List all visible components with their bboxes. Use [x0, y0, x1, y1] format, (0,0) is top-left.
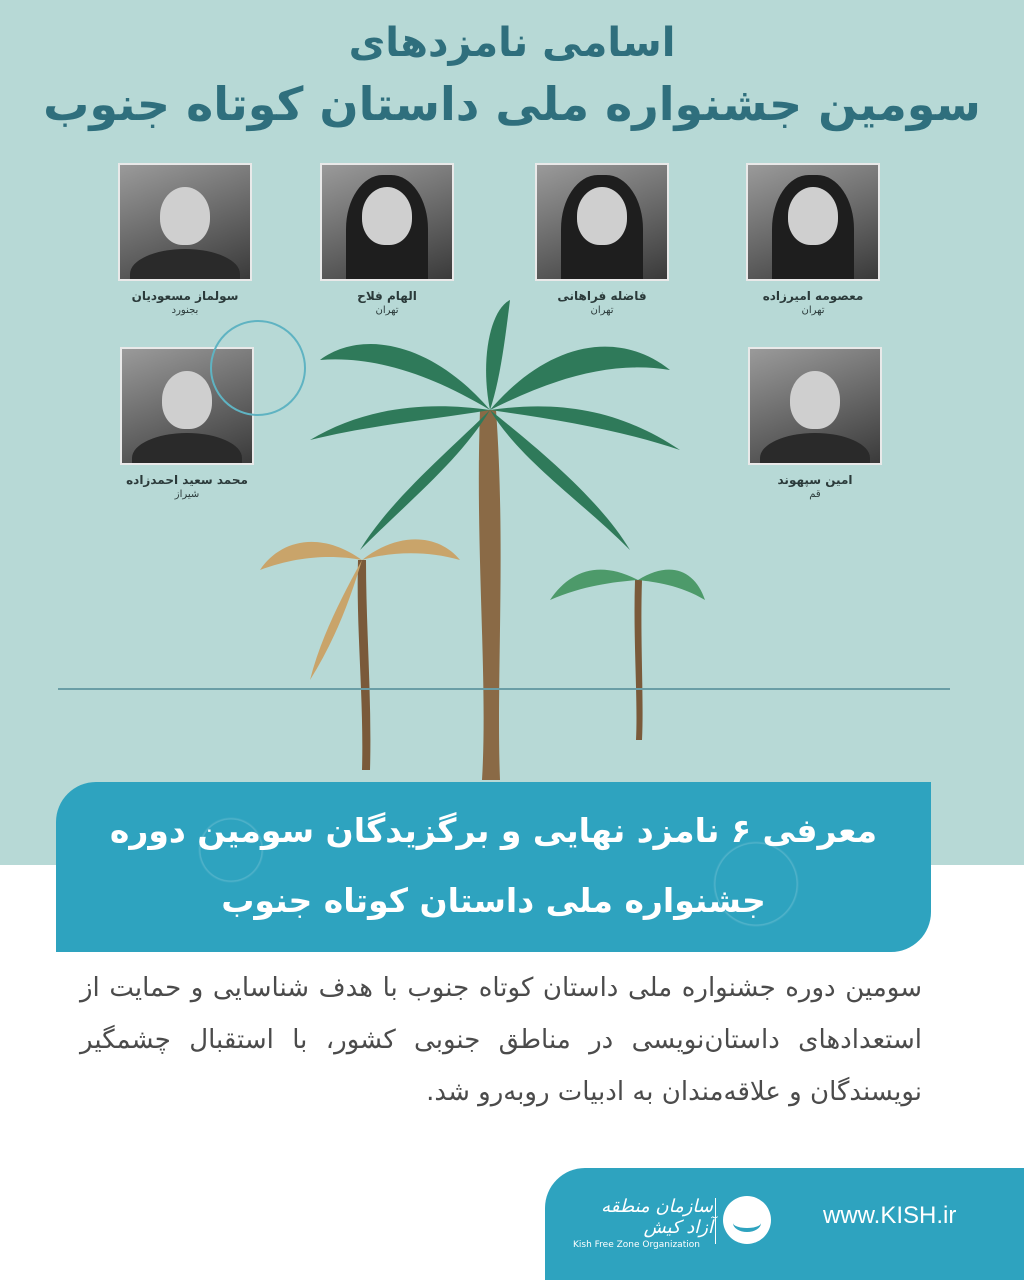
horizon-line	[58, 688, 950, 690]
candidate-card	[533, 163, 671, 316]
candidate-photo	[118, 163, 252, 281]
candidate-name: معصومه امیرزاده	[762, 289, 864, 303]
candidate-city: شیراز	[174, 489, 200, 500]
candidate-photo	[748, 347, 882, 465]
logo-text-fa: سازمان منطقه آزاد کیش	[601, 1196, 713, 1238]
candidate-photo	[535, 163, 669, 281]
website-link[interactable]: www.KISH.ir	[823, 1202, 957, 1229]
poster-title-line1: اسامی نامزدهای	[348, 20, 676, 66]
candidate-city: تهران	[590, 305, 614, 316]
candidate-card	[744, 163, 882, 316]
candidate-photo	[320, 163, 454, 281]
candidate-name: فاضله فراهانی	[557, 289, 647, 303]
candidate-city: تهران	[375, 305, 399, 316]
poster-title	[0, 14, 1024, 136]
kish-logo-icon	[723, 1196, 771, 1244]
headline-line2: جشنواره ملی داستان کوتاه جنوب	[221, 881, 766, 920]
candidate-name: الهام فلاح	[357, 289, 417, 303]
footer-bar	[545, 1168, 1024, 1280]
kish-logo[interactable]	[573, 1188, 773, 1258]
candidate-name: محمد سعید احمدزاده	[126, 473, 248, 487]
candidate-name: امین سپهوند	[777, 473, 853, 487]
candidate-city: تهران	[801, 305, 825, 316]
palm-tree-illustration	[250, 300, 710, 790]
logo-divider	[715, 1198, 716, 1244]
candidate-photo	[746, 163, 880, 281]
candidate-name: سولماز مسعودیان	[131, 289, 239, 303]
headline-line1: معرفی ۶ نامزد نهایی و برگزیدگان سومین دوره	[109, 811, 878, 850]
candidate-card	[746, 347, 884, 500]
poster-title-line2: سومین جشنواره ملی داستان کوتاه جنوب	[43, 77, 981, 131]
logo-text-en: Kish Free Zone Organization	[573, 1240, 700, 1250]
candidate-card	[116, 163, 254, 316]
candidate-city: بجنورد	[171, 305, 199, 316]
candidate-card	[318, 163, 456, 316]
article-body: سومین دوره جشنواره ملی داستان کوتاه جنوب با هدف شناسایی و حمایت از استعدادهای داستان‌نویسی در مناطق جنوبی کشور، با استقبال چشمگیر نویسندگان و علاقه‌مندان به ادبیات روبه‌رو شد.	[80, 973, 922, 1107]
headline-banner	[56, 782, 931, 952]
candidate-city: قم	[809, 489, 821, 500]
